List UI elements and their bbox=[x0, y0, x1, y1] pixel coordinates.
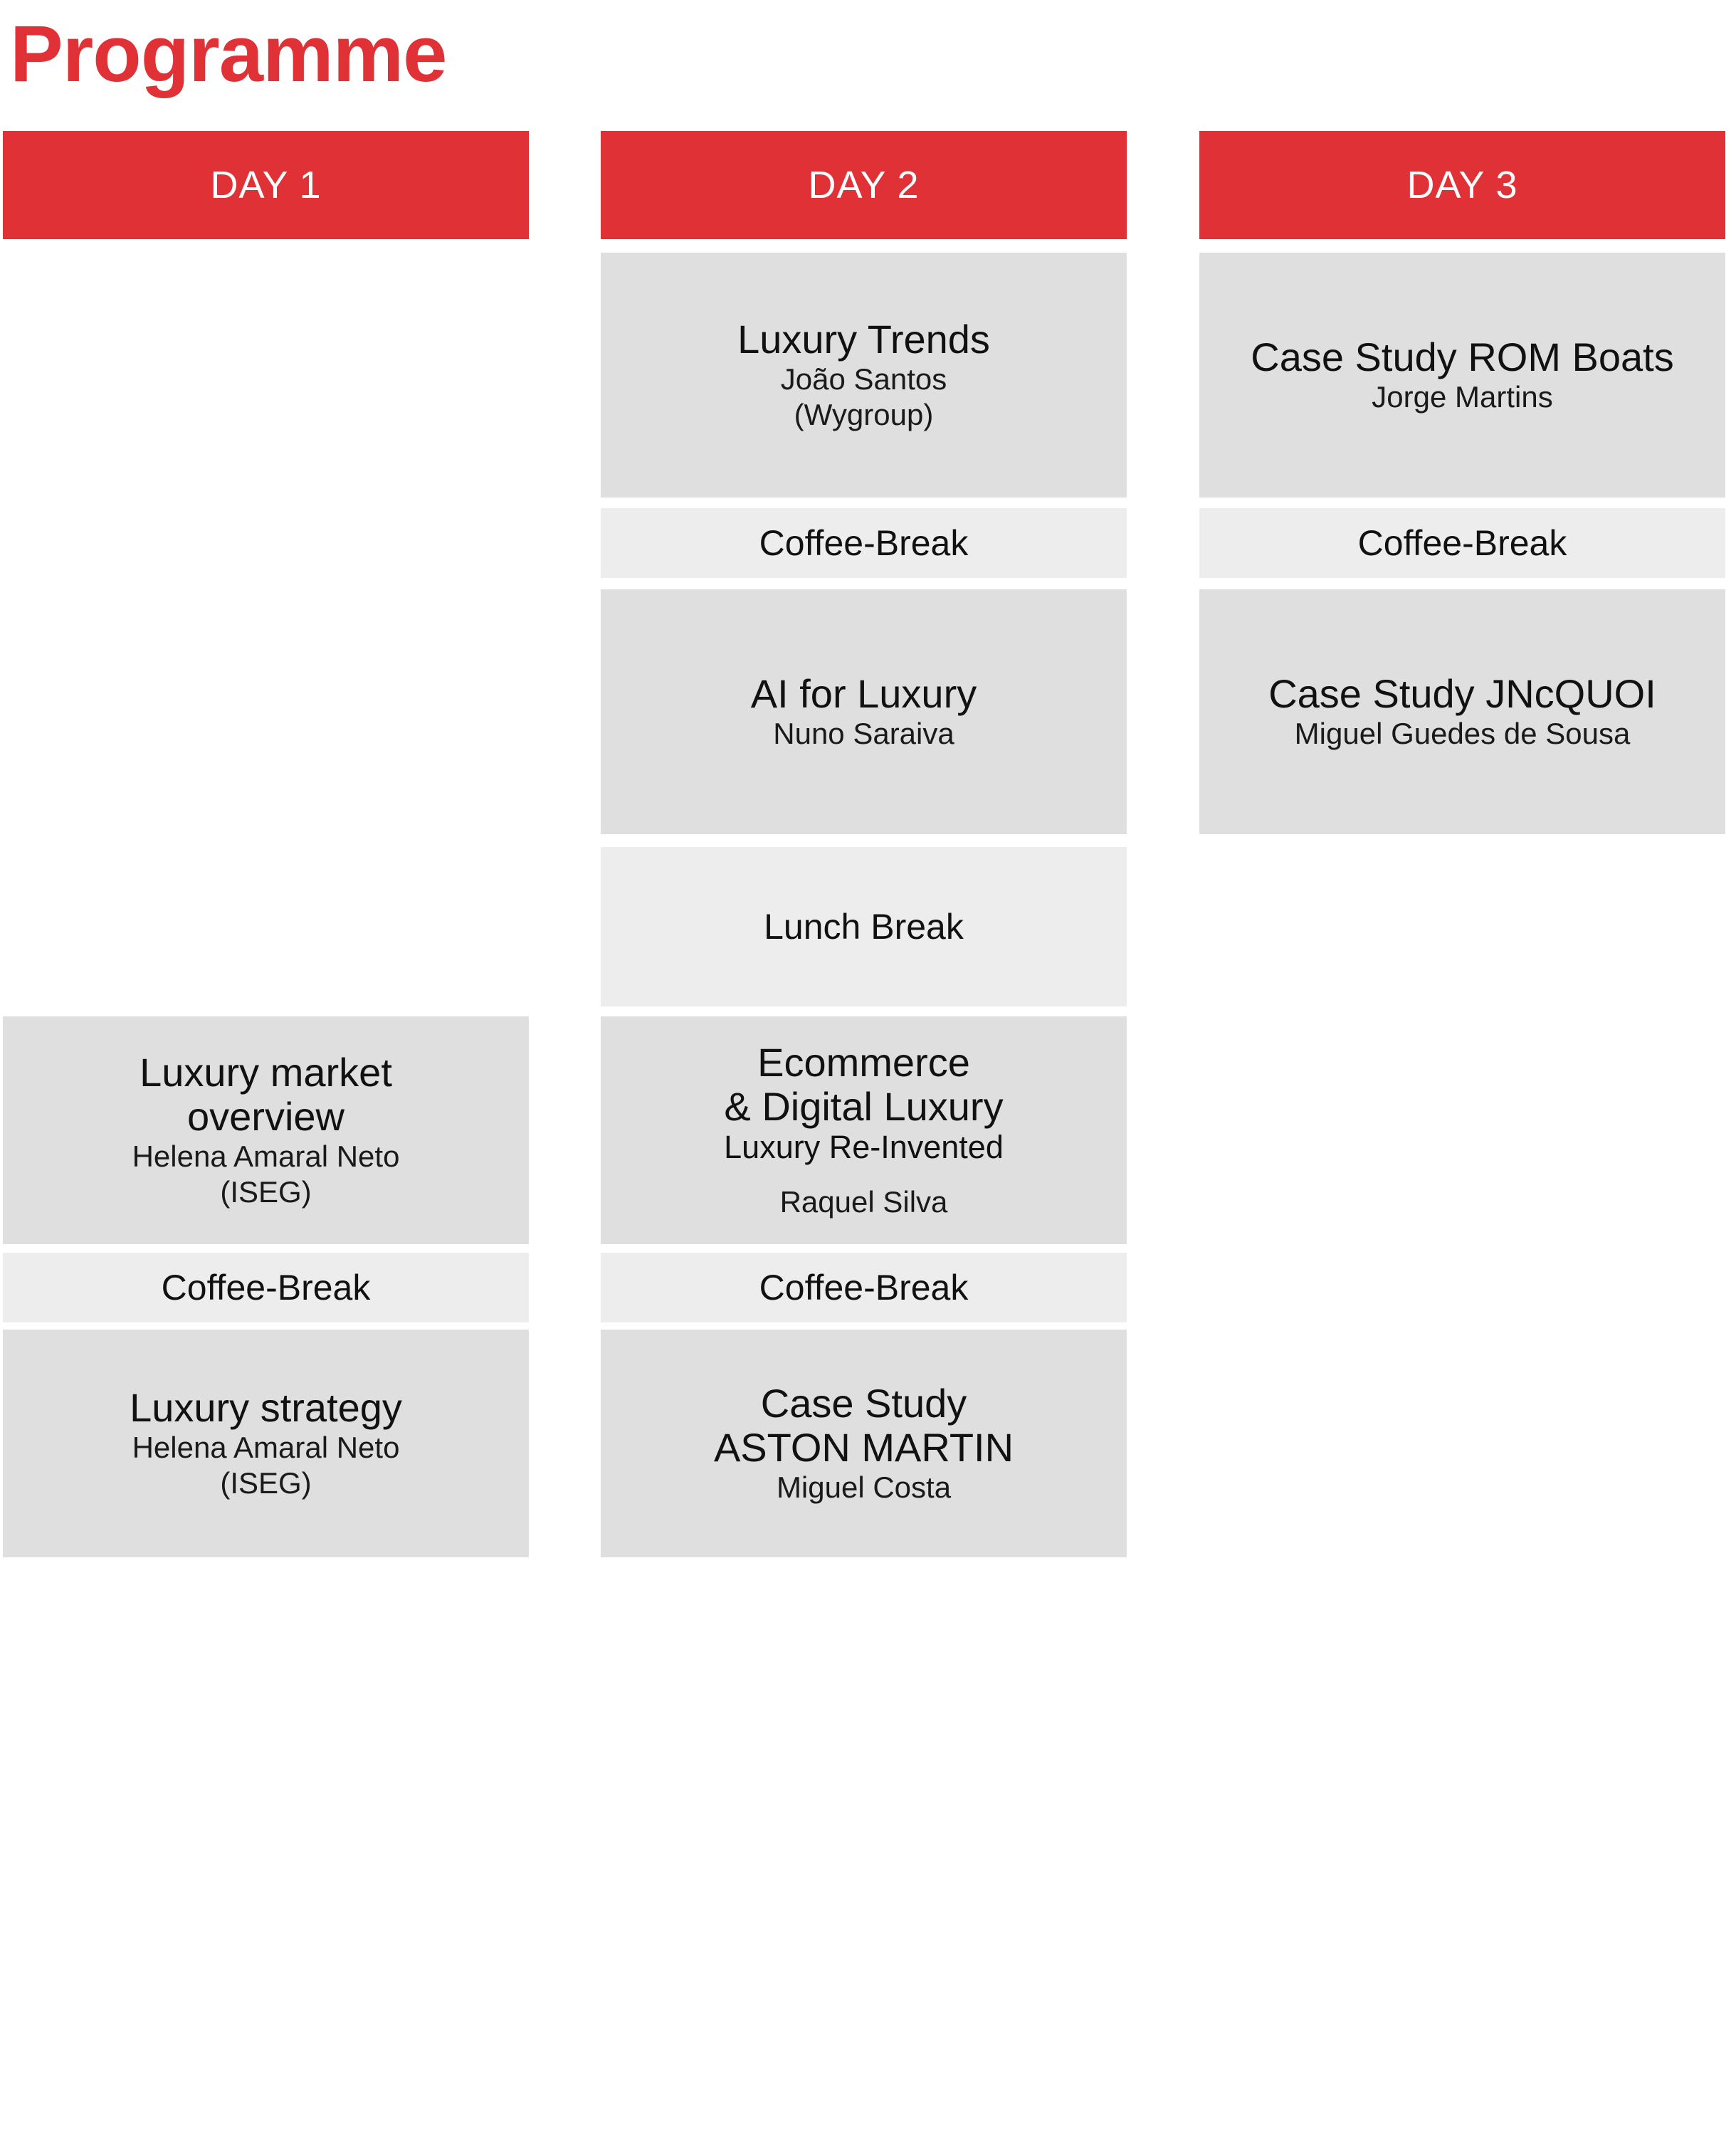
session-luxury-strategy bbox=[3, 1330, 529, 1557]
session-ecommerce-digital-luxury bbox=[601, 1016, 1127, 1244]
session-title: Luxury market bbox=[140, 1050, 392, 1095]
session-speaker: Helena Amaral Neto bbox=[132, 1431, 400, 1464]
session-speaker: João Santos bbox=[780, 362, 947, 396]
session-title: ASTON MARTIN bbox=[713, 1425, 1014, 1470]
session-speaker: Miguel Guedes de Sousa bbox=[1294, 717, 1631, 750]
session-speaker: (ISEG) bbox=[220, 1466, 312, 1500]
coffee-break bbox=[1199, 508, 1725, 578]
coffee-break bbox=[3, 1253, 529, 1322]
session-ai-for-luxury bbox=[601, 589, 1127, 834]
session-speaker: Miguel Costa bbox=[776, 1471, 952, 1504]
session-case-study-rom-boats bbox=[1199, 253, 1725, 498]
session-speaker: Helena Amaral Neto bbox=[132, 1140, 400, 1173]
session-case-study-aston-martin bbox=[601, 1330, 1127, 1557]
break-label: Coffee-Break bbox=[161, 1268, 371, 1308]
day-2-header: DAY 2 bbox=[601, 131, 1127, 239]
page-title: Programme bbox=[10, 9, 447, 98]
coffee-break bbox=[601, 508, 1127, 578]
session-speaker: Raquel Silva bbox=[779, 1185, 948, 1219]
day-1-header: DAY 1 bbox=[3, 131, 529, 239]
session-speaker: Jorge Martins bbox=[1372, 380, 1553, 414]
session-title: & Digital Luxury bbox=[724, 1084, 1004, 1129]
break-label: Lunch Break bbox=[764, 907, 964, 947]
session-speaker: (ISEG) bbox=[220, 1175, 312, 1209]
session-title: Ecommerce bbox=[757, 1040, 970, 1085]
lunch-break bbox=[601, 847, 1127, 1006]
session-luxury-trends bbox=[601, 253, 1127, 498]
session-title: overview bbox=[187, 1094, 344, 1139]
session-title: AI for Luxury bbox=[750, 671, 977, 716]
break-label: Coffee-Break bbox=[1357, 523, 1567, 563]
session-speaker: (Wygroup) bbox=[794, 398, 934, 431]
session-speaker: Nuno Saraiva bbox=[773, 717, 954, 750]
session-case-study-jncquoi bbox=[1199, 589, 1725, 834]
session-title: Case Study ROM Boats bbox=[1251, 335, 1674, 379]
break-label: Coffee-Break bbox=[759, 523, 969, 563]
session-title: Luxury Trends bbox=[737, 317, 990, 362]
coffee-break bbox=[601, 1253, 1127, 1322]
day-3-header: DAY 3 bbox=[1199, 131, 1725, 239]
break-label: Coffee-Break bbox=[759, 1268, 969, 1308]
session-title: Case Study JNcQUOI bbox=[1268, 671, 1656, 716]
session-luxury-market-overview bbox=[3, 1016, 529, 1244]
session-subtitle: Luxury Re-Invented bbox=[724, 1129, 1004, 1165]
session-title: Case Study bbox=[760, 1381, 967, 1426]
session-title: Luxury strategy bbox=[130, 1385, 402, 1430]
